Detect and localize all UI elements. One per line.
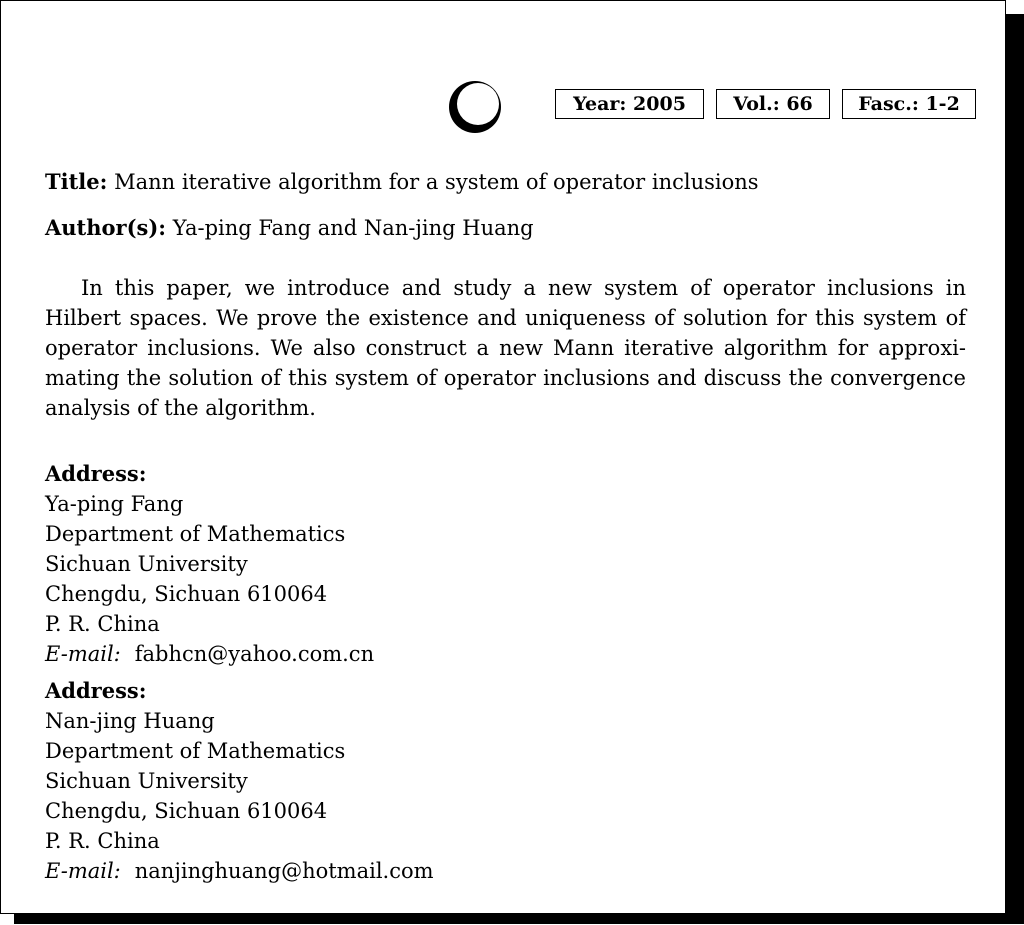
email-label: E-mail: [45, 859, 121, 883]
address-country: P. R. China [45, 612, 160, 636]
address-university: Sichuan University [45, 552, 248, 576]
email-label: E-mail: [45, 642, 121, 666]
address-email-row [45, 856, 434, 886]
authors-label: Author(s): [45, 215, 167, 240]
title-row [45, 167, 759, 197]
address-block [45, 676, 434, 886]
email-address[interactable]: fabhcn@yahoo.com.cn [134, 642, 375, 666]
article-title: Mann iterative algorithm for a system of operator inclusions [114, 170, 759, 194]
authors-row [45, 213, 534, 243]
year-badge: Year: 2005 [555, 89, 704, 119]
address-department: Department of Mathematics [45, 522, 346, 546]
email-address[interactable]: nanjinghuang@hotmail.com [134, 859, 434, 883]
address-name: Nan-jing Huang [45, 709, 215, 733]
address-city: Chengdu, Sichuan 610064 [45, 799, 328, 823]
address-heading: Address: [45, 678, 147, 703]
address-country: P. R. China [45, 829, 160, 853]
article-authors: Ya-ping Fang and Nan-jing Huang [172, 216, 534, 240]
address-name: Ya-ping Fang [45, 492, 184, 516]
address-block [45, 459, 374, 669]
address-department: Department of Mathematics [45, 739, 346, 763]
fascicle-badge: Fasc.: 1-2 [842, 89, 976, 119]
title-label: Title: [45, 169, 108, 194]
volume-badge: Vol.: 66 [716, 89, 830, 119]
journal-logo-icon [447, 79, 503, 135]
address-university: Sichuan University [45, 769, 248, 793]
abstract: In this paper, we introduce and study a new system of operator inclusions in Hilbert spaces. We prove the existence and uniqueness of solution for this system of operator inclusions. We also construct a new Mann iterative algorithm for approximating the solution of this system of operator inclusions and discuss the convergence analysis of the algorithm. [45, 276, 966, 420]
address-heading: Address: [45, 461, 147, 486]
address-city: Chengdu, Sichuan 610064 [45, 582, 328, 606]
address-email-row [45, 639, 374, 669]
